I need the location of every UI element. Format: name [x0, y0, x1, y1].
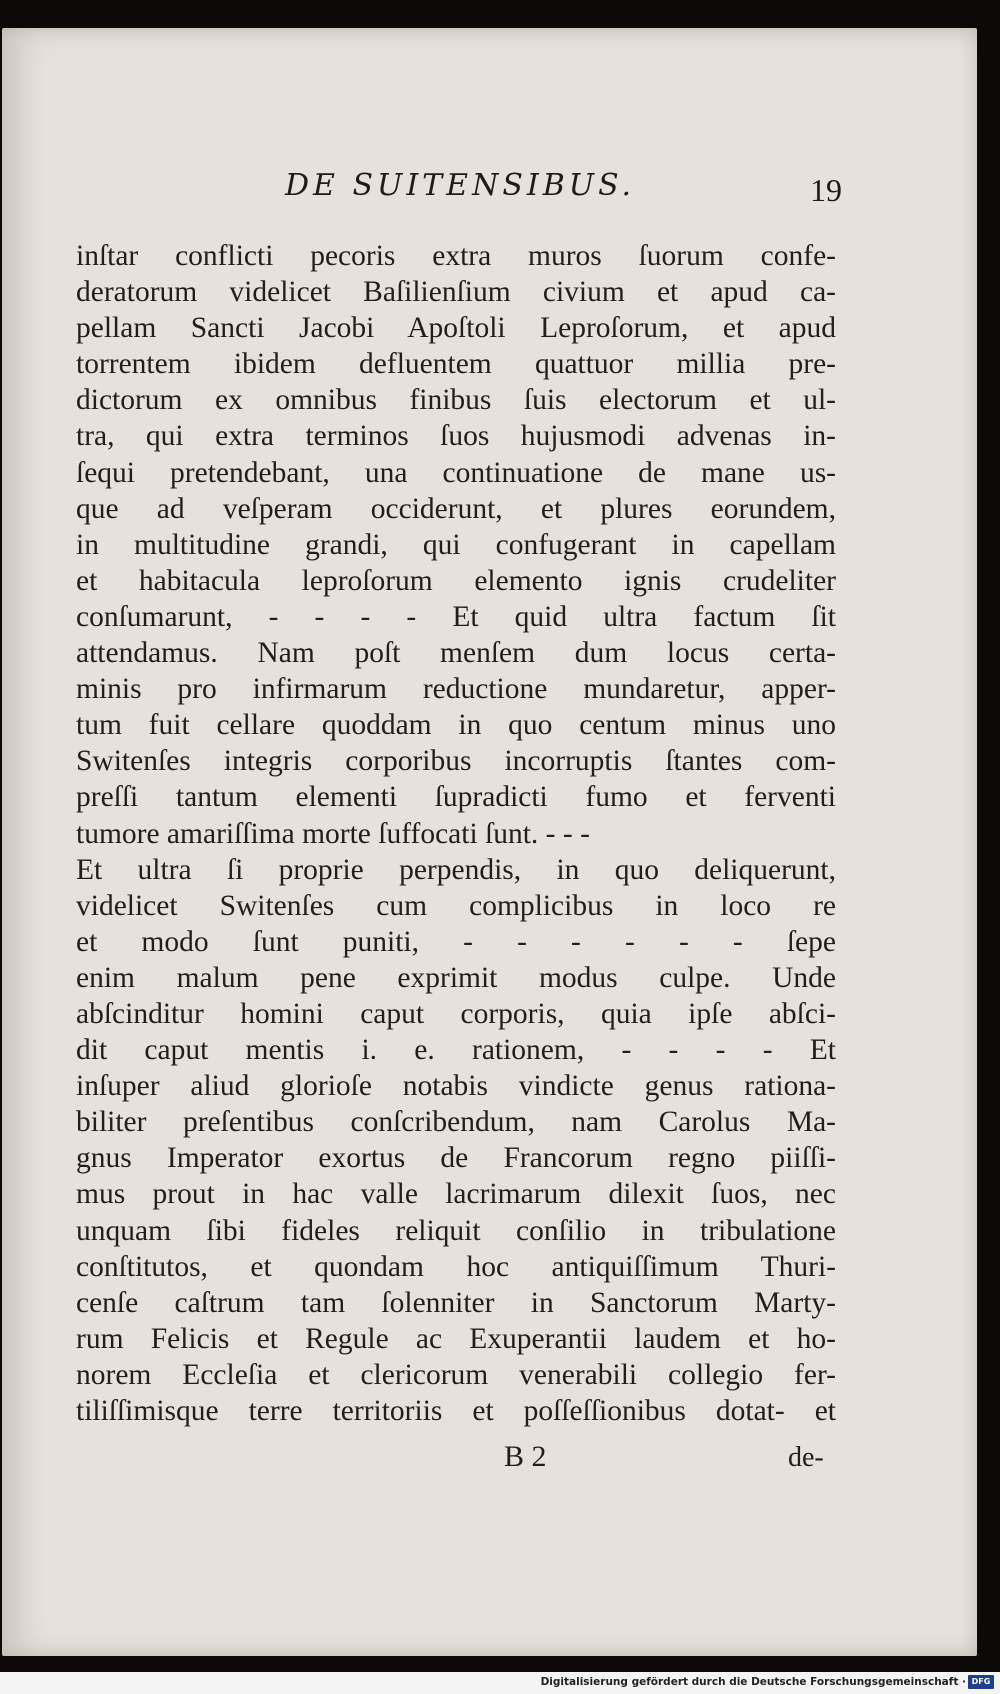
running-head [2, 138, 977, 208]
text-line: norem Eccleſia et clericorum venerabili collegio fer- [76, 1358, 836, 1391]
text-line: attendamus. Nam poſt menſem dum locus certa- [76, 637, 836, 670]
text-line: inſtar conflicti pecoris extra muros ſuorum confe- [76, 240, 836, 272]
text-line: biliter preſentibus conſcribendum, nam Carolus Ma- [76, 1106, 836, 1139]
text-line: tra, qui extra terminos ſuos hujusmodi advenas in- [76, 420, 836, 453]
text-line: torrentem ibidem defluentem quattuor millia pre- [76, 348, 836, 381]
text-line: unquam ſibi fideles reliquit conſilio in tribulatione [76, 1214, 836, 1247]
dfg-logo-icon: DFG [968, 1675, 994, 1689]
text-line: conſumarunt, - - - - Et quid ultra factum ſit [76, 600, 836, 633]
text-line: preſſi tantum elementi ſupradicti fumo et ferventi [76, 781, 836, 814]
funding-notice: Digitalisierung gefördert durch die Deutsche Forschungsgemeinschaft · [540, 1676, 966, 1688]
text-line: videlicet Switenſes cum complicibus in loco re [76, 889, 836, 922]
body-text [76, 238, 836, 1429]
text-line: tum fuit cellare quoddam in quo centum minus uno [76, 709, 836, 742]
page-number: 19 [810, 172, 842, 208]
text-line: deratorum videlicet Baſilienſium civium et apud ca- [76, 276, 836, 309]
text-line: Switenſes integris corporibus incorruptis ſtantes com- [76, 745, 836, 778]
text-line: minis pro infirmarum reductione mundaretur, apper- [76, 673, 836, 706]
text-line: cenſe caſtrum tam ſolenniter in Sanctorum Marty- [76, 1286, 836, 1319]
text-line: inſuper aliud glorioſe notabis vindicte genus rationa- [76, 1070, 836, 1103]
signature-mark: B 2 [504, 1440, 547, 1473]
text-line: pellam Sancti Jacobi Apoſtoli Leproſorum, et apud [76, 312, 836, 345]
running-title: DE SUITENSIBUS. [285, 168, 636, 203]
text-line: rum Felicis et Regule ac Exuperantii laudem et ho- [76, 1322, 836, 1355]
text-line: abſcinditur homini caput corporis, quia ipſe abſci- [76, 997, 836, 1030]
catchword: de- [788, 1442, 824, 1473]
text-line: enim malum pene exprimit modus culpe. Unde [76, 961, 836, 994]
text-line: Et ultra ſi proprie perpendis, in quo deliquerunt, [76, 853, 836, 886]
footer-bar [0, 1672, 1000, 1694]
text-line: mus prout in hac valle lacrimarum dilexit ſuos, nec [76, 1178, 836, 1211]
text-line: tiliſſimisque terre territoriis et poſſeſſionibus dotat- et [76, 1395, 836, 1427]
text-line: conſtitutos, et quondam hoc antiquiſſimum Thuri- [76, 1250, 836, 1283]
text-line: in multitudine grandi, qui confugerant in capellam [76, 528, 836, 561]
text-line: dictorum ex omnibus finibus ſuis electorum et ul- [76, 384, 836, 417]
text-line: tumore amariſſima morte ſuffocati ſunt. - - - [76, 817, 590, 850]
text-line: dit caput mentis i. e. rationem, - - - - Et [76, 1034, 836, 1067]
text-line: gnus Imperator exortus de Francorum regno piiſſi- [76, 1142, 836, 1175]
book-page [2, 28, 977, 1656]
text-line: que ad veſperam occiderunt, et plures eorundem, [76, 492, 836, 525]
text-line: et habitacula leproſorum elemento ignis crudeliter [76, 564, 836, 597]
text-line: et modo ſunt puniti, - - - - - - ſepe [76, 925, 836, 958]
text-line: ſequi pretendebant, una continuatione de mane us- [76, 456, 836, 489]
